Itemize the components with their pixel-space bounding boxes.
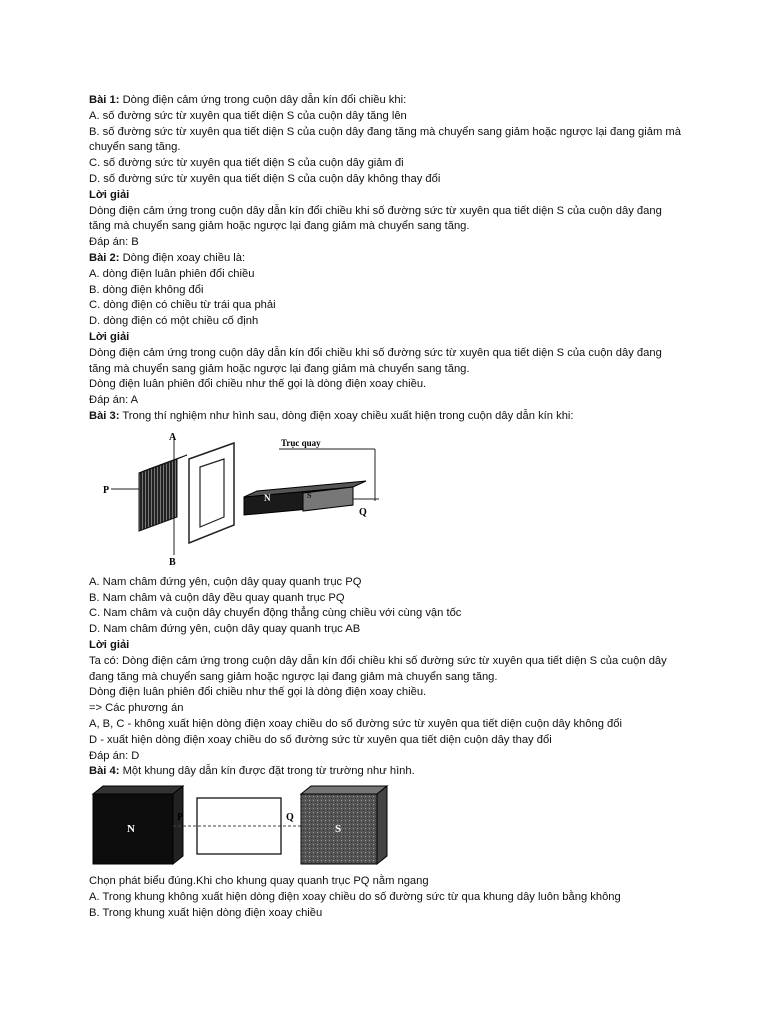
b1-option-b: B. số đường sức từ xuyên qua tiết diện S của cuộn dây đang tăng mà chuyển sang giảm hoặc ngược lại đang giảm mà chuyển sang tăng. bbox=[89, 125, 681, 154]
b3-solution-4: D - xuất hiện dòng điện xoay chiều do số đường sức từ xuyên qua tiết diện cuộn dây thay đổi bbox=[89, 733, 552, 746]
b2-option-b: B. dòng điện không đổi bbox=[89, 283, 204, 296]
b2-solution-1: Dòng điện luân phiên đổi chiều như thế gọi là dòng điện xoay chiều. bbox=[89, 378, 427, 391]
document-page bbox=[89, 93, 689, 921]
b1-question-text: Dòng điện cảm ứng trong cuộn dây dẫn kín đổi chiều khi: bbox=[119, 94, 407, 106]
b2-option-d: D. dòng điện có một chiều cố định bbox=[89, 315, 259, 328]
label-s: S bbox=[335, 823, 342, 836]
magnet-n-top bbox=[93, 786, 183, 794]
coil-block bbox=[139, 459, 177, 531]
b3-option-c: C. Nam châm và cuộn dây chuyển động thẳng cùng chiều với cùng vận tốc bbox=[89, 607, 462, 620]
b3-option-a: A. Nam châm đứng yên, cuộn dây quay quanh trục PQ bbox=[89, 575, 362, 588]
b1-option-c: C. số đường sức từ xuyên qua tiết diện S của cuộn dây giảm đi bbox=[89, 157, 404, 170]
label-p: P bbox=[103, 484, 110, 496]
b2-option-c: C. dòng điện có chiều từ trái qua phải bbox=[89, 299, 276, 312]
b3-option-b: B. Nam châm và cuộn dây đều quay quanh trục PQ bbox=[89, 591, 345, 604]
b3-question-text: Trong thí nghiệm như hình sau, dòng điện xoay chiều xuất hiện trong cuộn dây dẫn kín khi: bbox=[119, 409, 574, 422]
b3-solution-0: Ta có: Dòng điện cảm ứng trong cuộn dây dẫn kín đổi chiều khi số đường sức từ xuyên qua tiết diện S của cuộn dây đang tăng mà chuyển sang giảm hoặc ngược lại đang giảm mà chuyển sang tăng. bbox=[89, 654, 667, 683]
b2-solution-0: Dòng điện cảm ứng trong cuộn dây dẫn kín đổi chiều khi số đường sức từ xuyên qua tiết diện S của cuộn dây đang tăng mà chuyển sang giảm hoặc ngược lại đang giảm mà chuyển sang tăng. bbox=[89, 346, 662, 375]
magnet-s-side bbox=[377, 786, 387, 864]
label-n: N bbox=[127, 823, 135, 836]
b4-figure-frame-in-field bbox=[89, 784, 389, 868]
label-n: N bbox=[264, 492, 271, 503]
b1-option-d: D. số đường sức từ xuyên qua tiết diện S của cuộn dây không thay đổi bbox=[89, 172, 441, 185]
b1-question bbox=[89, 93, 689, 109]
b3-label: Bài 3: bbox=[89, 409, 120, 422]
b4-option-b: B. Trong khung xuất hiện dòng điện xoay chiều bbox=[89, 906, 323, 919]
b2-label: Bài 2: bbox=[89, 251, 120, 264]
b3-solution-2: => Các phương án bbox=[89, 702, 184, 715]
coil-frame-inner bbox=[200, 459, 224, 527]
b3-figure-generator bbox=[89, 429, 389, 569]
magnet-n-side bbox=[173, 786, 183, 864]
b1-solution-0: Dòng điện cảm ứng trong cuộn dây dẫn kín đổi chiều khi số đường sức từ xuyên qua tiết diện S của cuộn dây đang tăng mà chuyển sang giảm hoặc ngược lại đang giảm mà chuyển sang tăng. bbox=[89, 204, 662, 233]
label-s: S bbox=[307, 490, 312, 500]
label-p: P bbox=[177, 812, 184, 824]
b1-label: Bài 1: bbox=[89, 94, 120, 106]
b4-option-a: A. Trong khung không xuất hiện dòng điện xoay chiều do số đường sức từ qua khung dây luôn bằng không bbox=[89, 890, 621, 903]
b3-solution-1: Dòng điện luân phiên đổi chiều như thế gọi là dòng điện xoay chiều. bbox=[89, 686, 427, 699]
label-q: Q bbox=[359, 506, 367, 518]
b2-question bbox=[89, 251, 689, 267]
b2-answer: Đáp án: A bbox=[89, 394, 139, 407]
label-q: Q bbox=[286, 812, 294, 824]
b2-question-text: Dòng điện xoay chiều là: bbox=[119, 251, 246, 264]
magnet-s-top bbox=[301, 786, 387, 794]
b4-prompt: Chọn phát biểu đúng.Khi cho khung quay quanh trục PQ nằm ngang bbox=[89, 875, 429, 888]
b3-solution-3: A, B, C - không xuất hiện dòng điện xoay chiều do số đường sức từ xuyên qua tiết diện cuộn dây không đổi bbox=[89, 717, 622, 730]
label-a: A bbox=[169, 431, 177, 443]
label-rotation-axis: Trục quay bbox=[281, 437, 321, 448]
b1-answer: Đáp án: B bbox=[89, 236, 139, 249]
b1-solution-label: Lời giải bbox=[89, 188, 130, 201]
b1-option-a: A. số đường sức từ xuyên qua tiết diện S của cuộn dây tăng lên bbox=[89, 109, 407, 122]
b3-answer: Đáp án: D bbox=[89, 749, 140, 762]
b2-solution-label: Lời giải bbox=[89, 330, 130, 343]
label-b: B bbox=[169, 556, 176, 568]
b4-question-text: Một khung dây dẫn kín được đặt trong từ trường như hình. bbox=[119, 765, 415, 778]
b2-option-a: A. dòng điện luân phiên đổi chiều bbox=[89, 267, 255, 280]
b4-label: Bài 4: bbox=[89, 765, 120, 778]
b3-option-d: D. Nam châm đứng yên, cuộn dây quay quanh trục AB bbox=[89, 623, 361, 636]
b3-question bbox=[89, 409, 689, 425]
b4-question bbox=[89, 764, 689, 780]
b3-solution-label: Lời giải bbox=[89, 638, 130, 651]
